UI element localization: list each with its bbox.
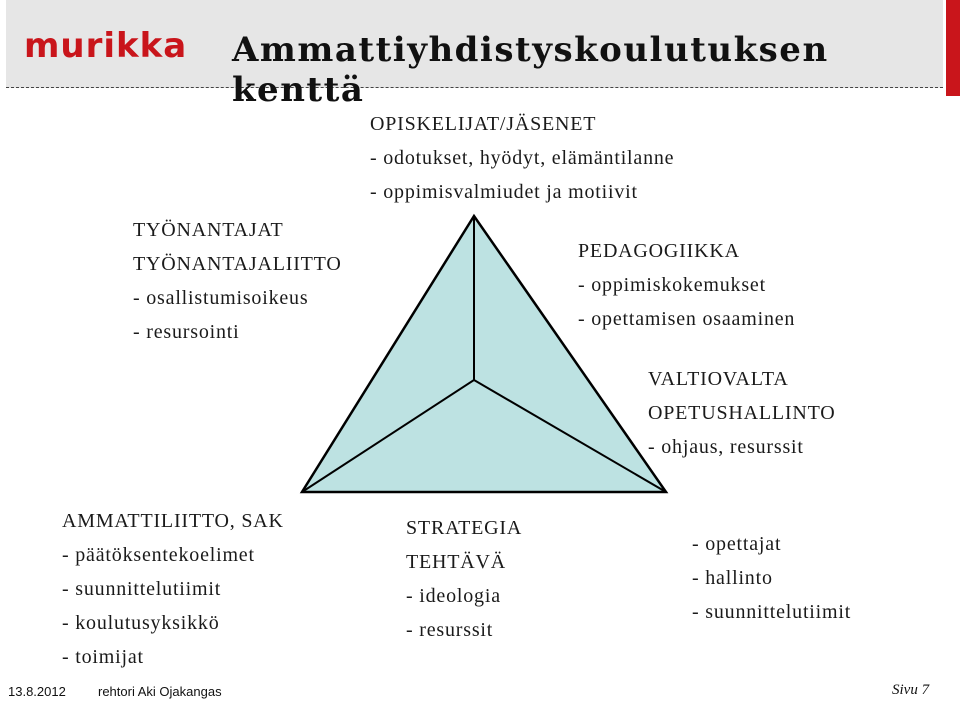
pedagogy-line: - opettamisen osaaminen (578, 308, 796, 330)
murikka-logo: murikka (24, 26, 188, 66)
union-heading: AMMATTILIITTO, SAK (62, 510, 284, 532)
staff-line: - suunnittelutiimit (692, 601, 852, 623)
employers-heading: TYÖNANTAJAT (133, 219, 284, 241)
pedagogy-line: - oppimiskokemukset (578, 274, 766, 296)
pedagogy-heading: PEDAGOGIIKKA (578, 240, 740, 262)
strategy-text (406, 511, 522, 647)
strategy-line: TEHTÄVÄ (406, 551, 507, 573)
footer-author: rehtori Aki Ojakangas (98, 684, 222, 699)
strategy-line: - ideologia (406, 585, 501, 607)
staff-line: - hallinto (692, 567, 773, 589)
state-heading: VALTIOVALTA (648, 368, 789, 390)
employers-line: - resursointi (133, 321, 240, 343)
union-text (62, 504, 284, 674)
state-line: OPETUSHALLINTO (648, 402, 836, 424)
students-text (370, 107, 674, 209)
state-line: - ohjaus, resurssit (648, 436, 804, 458)
union-line: - toimijat (62, 646, 144, 668)
footer-date: 13.8.2012 (8, 684, 66, 699)
employers-line: - osallistumisoikeus (133, 287, 309, 309)
students-line: - oppimisvalmiudet ja motiivit (370, 181, 638, 203)
union-line: - päätöksentekoelimet (62, 544, 255, 566)
union-line: - suunnittelutiimit (62, 578, 222, 600)
employers-line: TYÖNANTAJALIITTO (133, 253, 342, 275)
students-line: - odotukset, hyödyt, elämäntilanne (370, 147, 675, 169)
students-heading: OPISKELIJAT/JÄSENET (370, 113, 597, 135)
staff-line: - opettajat (692, 533, 782, 555)
page-number: Sivu 7 (892, 682, 930, 698)
staff-text (692, 527, 851, 629)
state-text (648, 362, 836, 464)
pedagogy-text (578, 234, 795, 336)
employers-text (133, 213, 342, 349)
slide-title: Ammattiyhdistyskoulutuksen kenttä (232, 30, 829, 110)
strategy-line: - resurssit (406, 619, 494, 641)
union-line: - koulutusyksikkö (62, 612, 220, 634)
strategy-heading: STRATEGIA (406, 517, 523, 539)
